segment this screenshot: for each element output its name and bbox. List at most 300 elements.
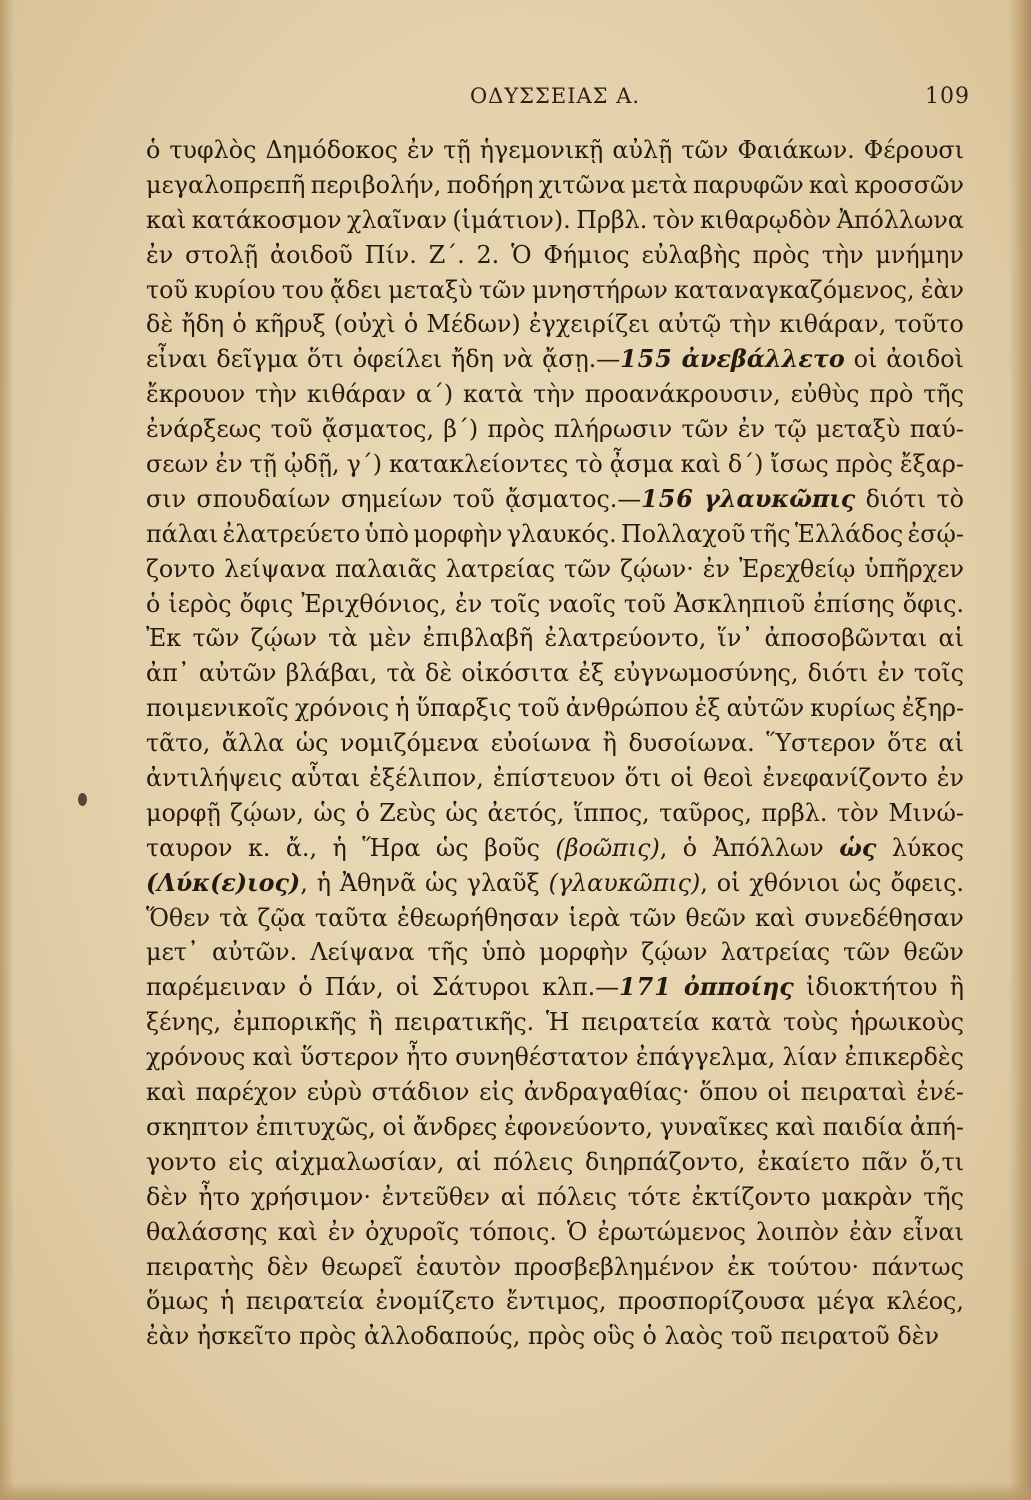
word: ὅτι bbox=[624, 764, 662, 793]
word: τὸ bbox=[936, 484, 964, 513]
word: ᾄσῃ.—155 bbox=[542, 345, 673, 374]
word: Φήμιος bbox=[543, 240, 630, 269]
word: ἤδη bbox=[181, 310, 225, 339]
word: τὰ bbox=[219, 903, 249, 932]
word: ἡ bbox=[220, 1287, 235, 1316]
word: τῶν bbox=[564, 554, 612, 583]
word: παρέμειναν bbox=[146, 973, 287, 1002]
word: δεῖγμα bbox=[216, 345, 299, 374]
word: ᾠδῇ, bbox=[284, 450, 340, 479]
word: αἱ bbox=[938, 624, 964, 653]
word: τὴν bbox=[821, 240, 864, 269]
word: εἶναι bbox=[902, 1217, 964, 1246]
word: πειρατεία bbox=[245, 1287, 364, 1316]
lemma-word: γλαυκῶπις bbox=[704, 484, 856, 513]
word: εἶναι bbox=[146, 345, 208, 374]
word: ἐξ bbox=[694, 694, 721, 723]
word: οἱ bbox=[767, 1078, 792, 1107]
word: δ΄) bbox=[727, 450, 764, 479]
word: τῆς bbox=[427, 938, 469, 967]
word: ὅμως bbox=[146, 1287, 209, 1316]
word: τῶν bbox=[681, 415, 729, 444]
word: κλπ.—171 bbox=[542, 973, 672, 1002]
word: ἢ bbox=[949, 973, 964, 1002]
word: ὁ bbox=[146, 589, 161, 618]
word: Μέδων) bbox=[426, 310, 521, 339]
word: (ἱμάτιον). bbox=[452, 205, 571, 234]
word: εὐρὺ bbox=[306, 1078, 362, 1107]
text-line bbox=[146, 831, 964, 866]
word: ζῴων bbox=[641, 938, 708, 967]
word: ἀετός, bbox=[487, 798, 565, 827]
word: γοντο bbox=[146, 1147, 217, 1176]
word: θεῶν bbox=[685, 903, 746, 932]
word: δὲν bbox=[146, 1182, 188, 1211]
word: ἀλλοδαπούς, bbox=[363, 1322, 521, 1351]
word: κροσσῶν bbox=[854, 170, 964, 199]
word: του bbox=[281, 275, 324, 304]
word: προανάκρουσιν, bbox=[584, 380, 781, 409]
word: πρὸ bbox=[869, 380, 914, 409]
word: ἡ bbox=[316, 868, 331, 897]
word: πᾶν bbox=[861, 1147, 908, 1176]
word: τοὺς bbox=[782, 1008, 839, 1037]
word: πόλεις bbox=[536, 1182, 617, 1211]
word: μνηστήρων bbox=[532, 275, 668, 304]
word: ἀοιδοὶ bbox=[886, 345, 964, 374]
word: ὡς bbox=[313, 798, 347, 827]
word: ἔξαρ- bbox=[899, 450, 964, 479]
word: μεταξὺ bbox=[388, 275, 473, 304]
word: παρέχον bbox=[195, 1078, 298, 1107]
word: Ζ΄. bbox=[428, 240, 465, 269]
word: οἱ bbox=[853, 345, 878, 374]
word: τῶν bbox=[681, 136, 729, 164]
word: χθόνιοι bbox=[749, 868, 840, 897]
word: ἐὰν bbox=[920, 275, 964, 304]
word: τὰ bbox=[328, 624, 358, 653]
word bbox=[684, 970, 794, 1005]
word: ἡγεμονικῇ bbox=[479, 136, 604, 164]
word: μνήμην bbox=[875, 240, 964, 269]
word: ἀντιλήψεις bbox=[146, 764, 283, 793]
word: θαλάσσης bbox=[146, 1217, 268, 1246]
text-line bbox=[146, 935, 964, 970]
word: Πολλαχοῦ bbox=[621, 519, 746, 548]
word: ἱερὸς bbox=[168, 589, 232, 618]
word: σπουδαίων bbox=[196, 484, 331, 513]
word: σκηπτον bbox=[146, 1112, 249, 1141]
word: παρυφῶν bbox=[692, 170, 804, 199]
word: ἐν bbox=[737, 415, 765, 444]
word: δὲν bbox=[266, 1252, 309, 1281]
word: ὕπαρξις bbox=[415, 694, 512, 723]
word: Ἑλλάδος bbox=[794, 519, 904, 548]
word: λαὸς bbox=[664, 1322, 724, 1351]
word: ὅτε bbox=[887, 729, 927, 758]
word: τὸν bbox=[652, 205, 695, 234]
word: τῆς bbox=[923, 380, 964, 409]
word: παύ- bbox=[909, 415, 964, 444]
word: ἀπ᾽ bbox=[146, 659, 190, 688]
word: ὁ bbox=[403, 310, 419, 339]
word: καὶ bbox=[146, 205, 187, 234]
word: τῶν bbox=[478, 275, 526, 304]
text-line bbox=[146, 342, 964, 377]
word: ὁ bbox=[232, 310, 247, 339]
word: Φαιάκων. bbox=[737, 136, 855, 164]
word: οἰκόσιτα bbox=[461, 659, 570, 688]
word: τότε bbox=[627, 1182, 681, 1211]
word: ἐπιβλαβῆ bbox=[422, 624, 534, 653]
text-line bbox=[146, 1250, 964, 1285]
word: τοῦ bbox=[146, 275, 188, 304]
text-line bbox=[146, 168, 964, 203]
word: διότι bbox=[807, 659, 869, 688]
word: Πάν, bbox=[324, 973, 384, 1002]
word: πάλαι bbox=[146, 519, 219, 548]
word: γλαῦξ bbox=[466, 868, 540, 897]
word: τοῦ bbox=[730, 1322, 773, 1351]
word: ὁ bbox=[146, 136, 161, 164]
word: παιδία bbox=[822, 1112, 904, 1141]
word: στάδιον bbox=[371, 1078, 470, 1107]
text-line bbox=[146, 691, 964, 726]
word: βλάβαι, bbox=[285, 659, 378, 688]
word: τῶν bbox=[843, 938, 891, 967]
word: (οὐχὶ bbox=[333, 310, 396, 339]
word: ξένης, bbox=[146, 1008, 222, 1037]
word: ἵππος, bbox=[573, 798, 650, 827]
italic-term: (γλαυκῶπις) bbox=[548, 868, 701, 897]
word: ᾆσμα bbox=[609, 450, 674, 479]
word: τῶν bbox=[629, 903, 677, 932]
word: α΄) bbox=[415, 380, 454, 409]
word: ὑπὸ bbox=[364, 519, 409, 548]
word: ὅ,τι bbox=[919, 1147, 964, 1176]
word: εἰς bbox=[479, 1078, 515, 1107]
word bbox=[839, 831, 876, 866]
text-line bbox=[146, 1040, 964, 1075]
word: μέγα bbox=[816, 1287, 875, 1316]
text-line bbox=[146, 866, 964, 901]
word: (βοῶπις), bbox=[555, 833, 668, 862]
word: ὑπῆρχεν bbox=[864, 554, 964, 583]
word: καὶ bbox=[775, 1112, 816, 1141]
page-edge-right bbox=[1009, 0, 1031, 1500]
word: λοιπὸν bbox=[755, 1217, 840, 1246]
word: ὡς bbox=[848, 868, 882, 897]
text-line bbox=[146, 447, 964, 482]
word: αἱ bbox=[456, 1147, 482, 1176]
lemma-word: ἀνεβάλλετο bbox=[681, 345, 845, 374]
word: τοῦ bbox=[517, 694, 560, 723]
word: ἄνδρες bbox=[412, 1112, 498, 1141]
word: οἱ bbox=[670, 764, 695, 793]
text-line bbox=[146, 1005, 964, 1040]
page-edge-bottom bbox=[0, 1482, 1031, 1500]
word: δυσοίωνα. bbox=[628, 729, 755, 758]
word: ὀφείλει bbox=[352, 345, 443, 374]
word: (γλαυκῶπις), bbox=[548, 868, 708, 897]
word: αὗται bbox=[291, 764, 361, 793]
word: κυρίως bbox=[810, 694, 896, 723]
word: θεωρεῖ bbox=[321, 1252, 403, 1281]
word: οἱ bbox=[395, 973, 420, 1002]
text-line bbox=[146, 552, 964, 587]
word: ὁ bbox=[682, 833, 698, 862]
word: κλέος, bbox=[886, 1287, 964, 1316]
word: ἐν bbox=[702, 554, 731, 583]
text-line bbox=[146, 1215, 964, 1250]
word: λείψανα bbox=[224, 554, 327, 583]
word: ἤδη bbox=[451, 345, 494, 374]
word: μορφὴν bbox=[539, 938, 629, 967]
word: ἐλατρεύοντο, bbox=[544, 624, 707, 653]
word: ἀνδραγαθίας· bbox=[523, 1078, 690, 1107]
word: ἐφονεύοντο, bbox=[504, 1112, 653, 1141]
word: οἱ bbox=[716, 868, 741, 897]
word: ἐξ bbox=[578, 659, 605, 688]
text-line bbox=[146, 377, 964, 412]
word: ἡ bbox=[332, 833, 347, 862]
word: ποδήρη bbox=[446, 170, 534, 199]
word: ἐν bbox=[936, 764, 964, 793]
word: ἐν bbox=[146, 240, 174, 269]
lemma-number: 155 bbox=[620, 345, 673, 374]
word: ἔκρουον bbox=[146, 380, 246, 409]
word: ναοῖς bbox=[548, 589, 616, 618]
word: οὓς bbox=[592, 1322, 635, 1351]
word: χρόνους bbox=[146, 1043, 246, 1072]
word: ἔντιμος, bbox=[506, 1287, 607, 1316]
word: πρὸς bbox=[835, 450, 893, 479]
word: ὁ bbox=[642, 1322, 657, 1351]
word: τῆς bbox=[749, 519, 791, 548]
word: καὶ bbox=[755, 903, 796, 932]
word: διότι bbox=[865, 484, 927, 513]
word: χιτῶνα bbox=[538, 170, 626, 199]
word: Δημόδοκος bbox=[265, 136, 398, 164]
text-line bbox=[146, 203, 964, 238]
word: τόποις. bbox=[469, 1217, 557, 1246]
word: κῆρυξ bbox=[254, 310, 326, 339]
word: ἐν bbox=[406, 136, 435, 164]
word: ἐκ bbox=[727, 1252, 755, 1281]
word: ταυρον bbox=[146, 833, 233, 862]
word: Ὁ bbox=[566, 1217, 588, 1246]
word: περιβολήν, bbox=[310, 170, 442, 199]
word: μεταξὺ bbox=[815, 415, 901, 444]
commentary-text bbox=[146, 133, 964, 1354]
word: αἱ bbox=[500, 1182, 527, 1211]
word: κιθάραν bbox=[306, 380, 407, 409]
word: αὐτῶν bbox=[198, 659, 277, 688]
word: ἐνομίζετο bbox=[375, 1287, 495, 1316]
word: καὶ bbox=[680, 450, 721, 479]
word: κιθάραν, bbox=[779, 310, 887, 339]
word: Ζεὺς bbox=[379, 798, 436, 827]
word: γ΄) bbox=[346, 450, 382, 479]
word: τὰ bbox=[386, 659, 416, 688]
text-line bbox=[146, 1319, 964, 1354]
word: τοῦτο bbox=[894, 310, 964, 339]
italic-term: (βοῶπις) bbox=[555, 833, 660, 862]
text-line bbox=[146, 970, 964, 1005]
word: ὅπου bbox=[699, 1078, 758, 1107]
text-line bbox=[146, 482, 964, 517]
word: ἐπάγγελμα, bbox=[635, 1043, 776, 1072]
word: τᾶτο, bbox=[146, 729, 211, 758]
word: ἐντεῦθεν bbox=[381, 1182, 490, 1211]
text-line bbox=[146, 238, 964, 273]
word: ἴσως bbox=[770, 450, 829, 479]
word: Ἥρα bbox=[362, 833, 421, 862]
word: ἱερὰ bbox=[568, 903, 621, 932]
word: εὐλαβὴς bbox=[641, 240, 741, 269]
text-line bbox=[146, 761, 964, 796]
word: καταναγκαζόμενος, bbox=[673, 275, 915, 304]
word: λίαν bbox=[782, 1043, 838, 1072]
word: Ἐκ bbox=[146, 624, 182, 653]
word: ἵν᾽ bbox=[717, 624, 754, 653]
word: χρόνοις bbox=[294, 694, 390, 723]
word: νὰ bbox=[502, 345, 534, 374]
word: κιθαρῳδὸν bbox=[700, 205, 832, 234]
word: τῇ bbox=[443, 136, 471, 164]
word: ἡ bbox=[395, 694, 410, 723]
word: ἐπικερδὲς bbox=[844, 1043, 964, 1072]
word: μακρὰν bbox=[821, 1182, 913, 1211]
word: ὄφις. bbox=[902, 589, 964, 618]
word: σιν bbox=[146, 484, 187, 513]
word: οἱ bbox=[382, 1112, 407, 1141]
word: ὡς bbox=[295, 729, 329, 758]
word: συνηθέστατον bbox=[455, 1043, 629, 1072]
word: συνεδέθησαν bbox=[804, 903, 964, 932]
word: κατάκοσμον bbox=[191, 205, 342, 234]
word: κ. bbox=[247, 833, 271, 862]
word: ἐνεφανίζοντο bbox=[762, 764, 928, 793]
word: Πίν. bbox=[364, 240, 417, 269]
word: ζῷα bbox=[257, 903, 306, 932]
word: λατρείας bbox=[720, 938, 831, 967]
word: μεγαλοπρεπῆ bbox=[146, 170, 306, 199]
word: ἐκαίετο bbox=[757, 1147, 850, 1176]
word: ἐρωτώμενος bbox=[597, 1217, 746, 1246]
word: νομιζόμενα bbox=[339, 729, 480, 758]
word: ἐν bbox=[454, 589, 483, 618]
word: πειρατικῆς. bbox=[394, 1008, 535, 1037]
word: πάντως bbox=[871, 1252, 964, 1281]
word: λατρείας bbox=[445, 554, 556, 583]
word: ἐνέ- bbox=[916, 1078, 964, 1107]
word: ζῴων, bbox=[230, 798, 304, 827]
word: ἐξέλιπον, bbox=[369, 764, 484, 793]
word: βοῦς bbox=[484, 833, 540, 862]
word: τὸν bbox=[836, 798, 879, 827]
word: δὲν bbox=[897, 1322, 939, 1351]
word: ὀχυροῖς bbox=[365, 1217, 460, 1246]
margin-mark bbox=[78, 793, 87, 806]
word: αὐτῶν. bbox=[212, 938, 298, 967]
word: ὡς bbox=[445, 798, 479, 827]
text-line bbox=[146, 1180, 964, 1215]
word: τοῦ bbox=[270, 415, 313, 444]
word bbox=[682, 342, 845, 377]
word: αὐτῷ bbox=[658, 310, 722, 339]
word: ἐγχειρίζει bbox=[528, 310, 650, 339]
word: ἦτο bbox=[406, 1043, 448, 1072]
word: 2. bbox=[476, 240, 500, 269]
word: ἐπίστευον bbox=[492, 764, 616, 793]
word: καὶ bbox=[252, 1043, 293, 1072]
word: τὴν bbox=[533, 380, 575, 409]
word: καὶ bbox=[808, 170, 850, 199]
word: εὐοίωνα bbox=[490, 729, 592, 758]
word: γυναῖκες bbox=[659, 1112, 769, 1141]
word: ᾄσματος.—156 bbox=[505, 484, 694, 513]
word: ἐξηρ- bbox=[901, 694, 964, 723]
word: πόλεις bbox=[493, 1147, 574, 1176]
lemma-number: 171 bbox=[619, 973, 672, 1002]
word: Φέρουσι bbox=[863, 136, 964, 164]
word: ᾄσματος, bbox=[321, 415, 435, 444]
word: τὴν bbox=[255, 380, 297, 409]
word: ποιμενικοῖς bbox=[146, 694, 289, 723]
word: ἄ., bbox=[285, 833, 318, 862]
word: πρβλ. bbox=[761, 798, 828, 827]
word: Σάτυροι bbox=[431, 973, 530, 1002]
word: τῶν bbox=[192, 624, 240, 653]
word: ἄλλα bbox=[221, 729, 285, 758]
word: τούτου· bbox=[767, 1252, 860, 1281]
word: ᾄδει bbox=[329, 275, 382, 304]
word: ζῴων bbox=[250, 624, 317, 653]
word: πειρατεία bbox=[581, 1008, 700, 1037]
word: θεοὶ bbox=[703, 764, 754, 793]
lemma-word: (Λύκ(ε)ιος) bbox=[146, 868, 301, 897]
word: πρὸς bbox=[299, 1322, 357, 1351]
word: κατὰ bbox=[711, 1008, 772, 1037]
word: ἐν bbox=[215, 450, 243, 479]
text-line bbox=[146, 901, 964, 936]
word: πρὸς bbox=[487, 415, 545, 444]
word: Πρβλ. bbox=[576, 205, 648, 234]
word: καὶ bbox=[146, 1078, 187, 1107]
word: ὁ bbox=[355, 798, 370, 827]
word: ἐὰν bbox=[146, 1322, 190, 1351]
word: τῆς bbox=[923, 1182, 964, 1211]
word: ὕστερον bbox=[299, 1043, 399, 1072]
text-line bbox=[146, 412, 964, 447]
lemma-number: 156 bbox=[641, 484, 694, 513]
lemma-word: ὀπποίης bbox=[683, 973, 794, 1002]
word: πειρατοῦ bbox=[780, 1322, 890, 1351]
word: ὄφις bbox=[239, 589, 294, 618]
word: ἀοιδοῦ bbox=[270, 240, 353, 269]
word: ἐθεωρήθησαν bbox=[396, 903, 560, 932]
word: ἐν bbox=[327, 1217, 356, 1246]
text-line bbox=[146, 517, 964, 552]
lemma-word: ὡς bbox=[839, 833, 877, 862]
word: ὄφεις. bbox=[890, 868, 964, 897]
text-line bbox=[146, 726, 964, 761]
word: πλήρωσιν bbox=[553, 415, 673, 444]
page-edge-left bbox=[0, 0, 14, 1500]
word: τὸ bbox=[575, 450, 603, 479]
word: Μινώ- bbox=[888, 798, 964, 827]
